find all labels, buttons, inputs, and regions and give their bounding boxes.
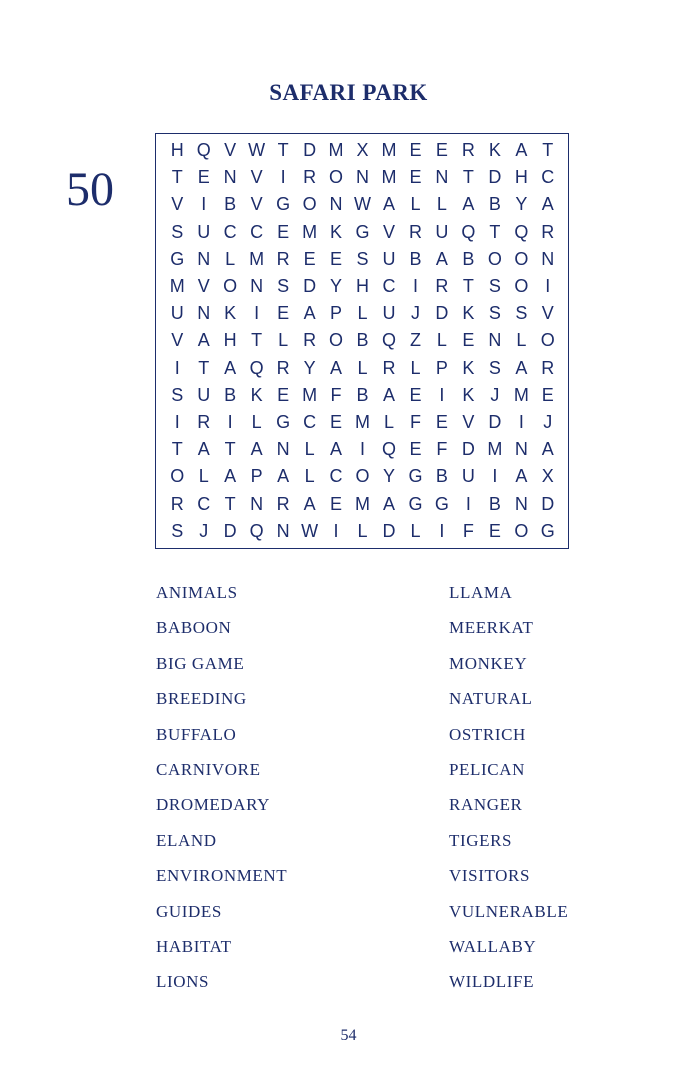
grid-letter: N bbox=[250, 276, 264, 297]
grid-letter: I bbox=[280, 167, 286, 188]
grid-letter: E bbox=[435, 411, 448, 432]
grid-letter: D bbox=[435, 303, 449, 324]
grid-letter: S bbox=[171, 221, 184, 242]
grid-letter: L bbox=[304, 439, 315, 460]
grid-letter: I bbox=[412, 276, 418, 297]
grid-letter: Q bbox=[381, 439, 396, 460]
grid-letter: N bbox=[329, 194, 343, 215]
grid-letter: R bbox=[303, 330, 317, 351]
grid-row bbox=[164, 490, 561, 517]
grid-letter: I bbox=[518, 411, 524, 432]
grid-letter: L bbox=[436, 330, 447, 351]
word-list-item: WALLABY bbox=[449, 936, 537, 956]
grid-letter: M bbox=[381, 167, 397, 188]
grid-letter: X bbox=[541, 466, 554, 487]
grid-letter: B bbox=[488, 194, 501, 215]
grid-letter: U bbox=[435, 221, 449, 242]
grid-letter: H bbox=[514, 167, 528, 188]
grid-letter: O bbox=[540, 330, 555, 351]
grid-row bbox=[164, 382, 561, 409]
grid-letter: O bbox=[170, 466, 185, 487]
word-list-item: OSTRICH bbox=[449, 724, 526, 744]
grid-letter: V bbox=[462, 411, 475, 432]
grid-row bbox=[164, 463, 561, 490]
grid-letter: O bbox=[302, 194, 317, 215]
puzzle-number: 50 bbox=[66, 163, 114, 216]
grid-letter: G bbox=[408, 466, 423, 487]
grid-letter: R bbox=[170, 493, 184, 514]
grid-letter: T bbox=[171, 167, 183, 188]
grid-letter: I bbox=[174, 411, 180, 432]
grid-letter: N bbox=[276, 439, 290, 460]
grid-letter: H bbox=[356, 276, 370, 297]
grid-letter: A bbox=[303, 303, 316, 324]
grid-letter: H bbox=[170, 140, 184, 161]
grid-letter: C bbox=[250, 221, 264, 242]
grid-letter: E bbox=[330, 493, 343, 514]
grid-letter: Y bbox=[303, 357, 316, 378]
grid-letter: O bbox=[329, 167, 344, 188]
grid-letter: Q bbox=[461, 221, 476, 242]
grid-letter: Y bbox=[515, 194, 528, 215]
grid-letter: T bbox=[462, 167, 474, 188]
word-list-item: ELAND bbox=[156, 830, 217, 850]
grid-letter: M bbox=[249, 248, 265, 269]
grid-letter: L bbox=[410, 194, 421, 215]
grid-letter: V bbox=[250, 167, 263, 188]
grid-letter: A bbox=[197, 439, 210, 460]
grid-letter: R bbox=[541, 357, 555, 378]
grid-letter: H bbox=[223, 330, 237, 351]
grid-letter: U bbox=[382, 303, 396, 324]
grid-letter: V bbox=[171, 330, 184, 351]
grid-letter: A bbox=[435, 248, 448, 269]
grid-letter: R bbox=[435, 276, 449, 297]
grid-letter: E bbox=[409, 167, 422, 188]
grid-letter: M bbox=[328, 140, 344, 161]
grid-letter: K bbox=[462, 357, 475, 378]
grid-letter: V bbox=[541, 303, 554, 324]
grid-row bbox=[164, 327, 561, 354]
grid-letter: N bbox=[197, 303, 211, 324]
grid-letter: E bbox=[409, 140, 422, 161]
grid-letter: P bbox=[330, 303, 343, 324]
grid-letter: B bbox=[435, 466, 448, 487]
grid-letter: L bbox=[251, 411, 262, 432]
grid-letter: K bbox=[330, 221, 343, 242]
grid-letter: S bbox=[171, 384, 184, 405]
grid-letter: Q bbox=[514, 221, 529, 242]
word-list-item: VULNERABLE bbox=[449, 901, 569, 921]
grid-letter: N bbox=[250, 493, 264, 514]
grid-letter: V bbox=[224, 140, 237, 161]
word-list-item: RANGER bbox=[449, 795, 523, 815]
grid-letter: W bbox=[301, 520, 319, 541]
grid-letter: A bbox=[382, 493, 395, 514]
grid-letter: O bbox=[329, 330, 344, 351]
grid-letter: M bbox=[381, 140, 397, 161]
grid-letter: T bbox=[224, 493, 236, 514]
word-list-item: BIG GAME bbox=[156, 653, 245, 673]
grid-letter: S bbox=[515, 303, 528, 324]
grid-letter: A bbox=[224, 466, 237, 487]
grid-letter: D bbox=[382, 520, 396, 541]
grid-letter: N bbox=[435, 167, 449, 188]
grid-letter: I bbox=[201, 194, 207, 215]
grid-letter: B bbox=[356, 384, 369, 405]
grid-letter: O bbox=[223, 276, 238, 297]
word-list-item: MEERKAT bbox=[449, 618, 534, 638]
grid-letter: R bbox=[541, 221, 555, 242]
grid-letter: E bbox=[277, 384, 290, 405]
grid-letter: S bbox=[171, 520, 184, 541]
grid-letter: L bbox=[357, 303, 368, 324]
grid-row bbox=[164, 273, 561, 300]
grid-letter: G bbox=[170, 248, 185, 269]
grid-letter: O bbox=[487, 248, 502, 269]
grid-letter: L bbox=[383, 411, 394, 432]
grid-letter: K bbox=[488, 140, 501, 161]
grid-letter: L bbox=[198, 466, 209, 487]
grid-letter: T bbox=[277, 140, 289, 161]
grid-letter: M bbox=[513, 384, 529, 405]
grid-letter: I bbox=[439, 520, 445, 541]
grid-letter: L bbox=[225, 248, 236, 269]
grid-letter: L bbox=[410, 357, 421, 378]
grid-letter: O bbox=[355, 466, 370, 487]
grid-letter: E bbox=[197, 167, 210, 188]
grid-letter: W bbox=[248, 140, 266, 161]
grid-letter: G bbox=[540, 520, 555, 541]
grid-letter: B bbox=[409, 248, 422, 269]
word-list-item: NATURAL bbox=[449, 689, 533, 709]
grid-letter: M bbox=[302, 221, 318, 242]
grid-letter: E bbox=[541, 384, 554, 405]
grid-letter: Q bbox=[249, 357, 264, 378]
grid-letter: R bbox=[303, 167, 317, 188]
grid-row bbox=[164, 409, 561, 436]
grid-letter: G bbox=[276, 194, 291, 215]
grid-letter: L bbox=[357, 357, 368, 378]
grid-letter: B bbox=[462, 248, 475, 269]
grid-letter: T bbox=[224, 439, 236, 460]
page-title: SAFARI PARK bbox=[269, 80, 428, 105]
word-list-item: HABITAT bbox=[156, 936, 232, 956]
grid-letter: A bbox=[330, 439, 343, 460]
grid-letter: U bbox=[382, 248, 396, 269]
grid-letter: L bbox=[304, 466, 315, 487]
grid-letter: D bbox=[488, 167, 502, 188]
grid-letter: I bbox=[360, 439, 366, 460]
grid-letter: S bbox=[488, 357, 501, 378]
grid-letter: K bbox=[224, 303, 237, 324]
grid-row bbox=[164, 518, 561, 545]
grid-letter: M bbox=[302, 384, 318, 405]
grid-letter: B bbox=[224, 384, 237, 405]
grid-letter: R bbox=[276, 357, 290, 378]
grid-letter: M bbox=[487, 439, 503, 460]
grid-letter: D bbox=[303, 140, 317, 161]
grid-letter: J bbox=[410, 303, 420, 324]
grid-letter: G bbox=[276, 411, 291, 432]
word-list-item: BUFFALO bbox=[156, 724, 237, 744]
grid-letter: A bbox=[224, 357, 237, 378]
grid-letter: A bbox=[277, 466, 290, 487]
grid-row bbox=[164, 300, 561, 327]
word-list-item: LLAMA bbox=[449, 583, 513, 602]
grid-letter: W bbox=[354, 194, 372, 215]
grid-letter: L bbox=[357, 520, 368, 541]
grid-letter: F bbox=[462, 520, 474, 541]
grid-letter: D bbox=[461, 439, 475, 460]
grid-letter: O bbox=[514, 276, 529, 297]
word-list-item: VISITORS bbox=[449, 866, 531, 886]
grid-letter: R bbox=[197, 411, 211, 432]
grid-letter: A bbox=[250, 439, 263, 460]
grid-letter: T bbox=[542, 140, 554, 161]
grid-letter: E bbox=[462, 330, 475, 351]
grid-letter: V bbox=[382, 221, 395, 242]
grid-letter: A bbox=[197, 330, 210, 351]
grid-letter: R bbox=[461, 140, 475, 161]
grid-letter: I bbox=[333, 520, 339, 541]
grid-letter: U bbox=[170, 303, 184, 324]
grid-letter: T bbox=[251, 330, 263, 351]
grid-letter: N bbox=[223, 167, 237, 188]
grid-letter: T bbox=[171, 439, 183, 460]
word-list-item: WILDLIFE bbox=[449, 972, 535, 992]
grid-row bbox=[164, 137, 561, 164]
grid-letter: V bbox=[171, 194, 184, 215]
grid-letter: Y bbox=[330, 276, 343, 297]
grid-letter: V bbox=[197, 276, 210, 297]
grid-letter: M bbox=[355, 411, 371, 432]
grid-letter: K bbox=[462, 384, 475, 405]
grid-letter: E bbox=[488, 520, 501, 541]
grid-letter: A bbox=[330, 357, 343, 378]
grid-letter: G bbox=[434, 493, 449, 514]
grid-letter: L bbox=[278, 330, 289, 351]
grid-letter: Q bbox=[381, 330, 396, 351]
word-list-item: ANIMALS bbox=[156, 583, 238, 602]
grid-letter: E bbox=[330, 411, 343, 432]
grid-row bbox=[164, 164, 561, 191]
grid-row bbox=[164, 355, 561, 382]
grid-letter: E bbox=[277, 303, 290, 324]
grid-letter: A bbox=[541, 194, 554, 215]
grid-letter: R bbox=[276, 248, 290, 269]
grid-letter: C bbox=[382, 276, 396, 297]
grid-letter: C bbox=[223, 221, 237, 242]
word-list-item: LIONS bbox=[156, 972, 210, 992]
grid-letter: Q bbox=[196, 140, 211, 161]
grid-letter: I bbox=[492, 466, 498, 487]
grid-letter: A bbox=[541, 439, 554, 460]
grid-letter: P bbox=[250, 466, 263, 487]
grid-letter: S bbox=[277, 276, 290, 297]
grid-letter: K bbox=[250, 384, 263, 405]
grid-letter: U bbox=[461, 466, 475, 487]
grid-letter: A bbox=[462, 194, 475, 215]
grid-letter: O bbox=[514, 520, 529, 541]
grid-letter: N bbox=[488, 330, 502, 351]
grid-letter: R bbox=[276, 493, 290, 514]
grid-letter: E bbox=[303, 248, 316, 269]
word-list-left-column bbox=[156, 583, 287, 1008]
word-list-item: GUIDES bbox=[156, 901, 222, 921]
grid-letter: N bbox=[541, 248, 555, 269]
word-list-item: MONKEY bbox=[449, 653, 528, 673]
grid-letter: M bbox=[355, 493, 371, 514]
word-list-item: CARNIVORE bbox=[156, 759, 261, 779]
grid-letter: N bbox=[276, 520, 290, 541]
grid-letter: J bbox=[199, 520, 209, 541]
grid-letter: G bbox=[355, 221, 370, 242]
grid-letter: J bbox=[490, 384, 500, 405]
grid-letter: O bbox=[514, 248, 529, 269]
grid-row bbox=[164, 246, 561, 273]
grid-letter: T bbox=[198, 357, 210, 378]
grid-letter: A bbox=[515, 140, 528, 161]
grid-letter: E bbox=[435, 140, 448, 161]
grid-letter: E bbox=[330, 248, 343, 269]
grid-letter: Y bbox=[382, 466, 395, 487]
grid-row bbox=[164, 436, 561, 463]
grid-letter: Q bbox=[249, 520, 264, 541]
grid-letter: I bbox=[465, 493, 471, 514]
grid-letter: L bbox=[436, 194, 447, 215]
grid-letter: U bbox=[197, 384, 211, 405]
grid-letter: L bbox=[410, 520, 421, 541]
grid-letter: S bbox=[356, 248, 369, 269]
grid-letter: A bbox=[515, 466, 528, 487]
grid-letter: U bbox=[197, 221, 211, 242]
grid-letter: X bbox=[356, 140, 369, 161]
grid-letter: N bbox=[356, 167, 370, 188]
grid-letter: D bbox=[223, 520, 237, 541]
grid-letter: E bbox=[409, 384, 422, 405]
grid-letter: P bbox=[435, 357, 448, 378]
grid-letter: F bbox=[409, 411, 421, 432]
grid-letter: D bbox=[488, 411, 502, 432]
letter-grid bbox=[155, 133, 569, 549]
grid-letter: I bbox=[174, 357, 180, 378]
word-list-item: BABOON bbox=[156, 618, 232, 638]
grid-letter: N bbox=[514, 493, 528, 514]
grid-letter: T bbox=[489, 221, 501, 242]
grid-letter: S bbox=[488, 303, 501, 324]
grid-letter: J bbox=[543, 411, 553, 432]
grid-letter: D bbox=[303, 276, 317, 297]
grid-letter: R bbox=[408, 221, 422, 242]
grid-letter: R bbox=[382, 357, 396, 378]
grid-letter: E bbox=[277, 221, 290, 242]
word-list-item: BREEDING bbox=[156, 689, 247, 709]
grid-letter: Z bbox=[409, 330, 421, 351]
grid-letter: B bbox=[356, 330, 369, 351]
grid-letter: S bbox=[488, 276, 501, 297]
word-list-item: TIGERS bbox=[449, 830, 513, 850]
grid-letter: E bbox=[409, 439, 422, 460]
grid-letter: C bbox=[541, 167, 555, 188]
grid-letter: I bbox=[545, 276, 551, 297]
grid-letter: C bbox=[329, 466, 343, 487]
grid-letter: V bbox=[250, 194, 263, 215]
grid-letter: I bbox=[439, 384, 445, 405]
grid-row bbox=[164, 219, 561, 246]
grid-letter: A bbox=[303, 493, 316, 514]
grid-letter: C bbox=[197, 493, 211, 514]
grid-letter: N bbox=[514, 439, 528, 460]
grid-letter: A bbox=[382, 384, 395, 405]
grid-letter: B bbox=[488, 493, 501, 514]
grid-letter: C bbox=[303, 411, 317, 432]
grid-letter: T bbox=[462, 276, 474, 297]
grid-letter: G bbox=[408, 493, 423, 514]
word-list-item: PELICAN bbox=[449, 759, 525, 779]
grid-letter: K bbox=[462, 303, 475, 324]
grid-letter: B bbox=[224, 194, 237, 215]
grid-letter: M bbox=[169, 276, 185, 297]
grid-row bbox=[164, 191, 561, 218]
grid-letter: A bbox=[382, 194, 395, 215]
word-list-item: DROMEDARY bbox=[156, 795, 271, 815]
grid-letter: F bbox=[330, 384, 342, 405]
grid-letter: D bbox=[541, 493, 555, 514]
word-list-right-column bbox=[449, 583, 568, 1008]
grid-letter: N bbox=[197, 248, 211, 269]
grid-letter: A bbox=[515, 357, 528, 378]
grid-letter: L bbox=[516, 330, 527, 351]
grid-letter: I bbox=[227, 411, 233, 432]
word-list-item: ENVIRONMENT bbox=[156, 866, 288, 886]
grid-letter: F bbox=[436, 439, 448, 460]
page-number: 54 bbox=[340, 1027, 357, 1044]
grid-letter: I bbox=[254, 303, 260, 324]
